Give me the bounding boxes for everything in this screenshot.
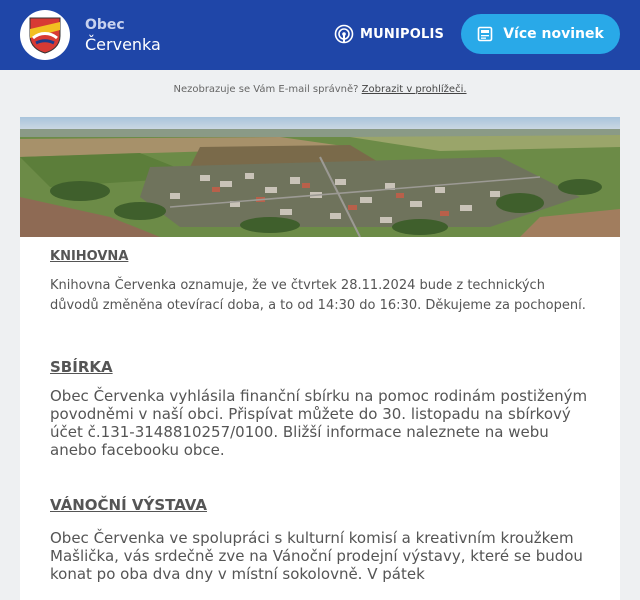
view-in-browser-notice [0, 83, 640, 97]
newsletter-card [20, 117, 620, 600]
broadcast-icon [334, 24, 354, 44]
articles [20, 248, 620, 583]
municipality-logo[interactable] [20, 10, 70, 60]
notice-text: Nezobrazuje se Vám E-mail správně? [173, 84, 359, 95]
organization-name [85, 16, 161, 56]
brand-label: MUNIPOLIS [360, 26, 445, 42]
article-title[interactable]: VÁNOČNÍ VÝSTAVA [50, 496, 208, 514]
coat-of-arms-icon [28, 16, 62, 54]
article-title[interactable]: SBÍRKA [50, 358, 113, 376]
header-bar [0, 0, 640, 70]
more-news-button[interactable] [461, 14, 620, 54]
article-body: Knihovna Červenka oznamuje, že ve čtvrtek 28.11.2024 bude z technických důvodů změněna otevírací doba, a to od 14:30 do 16:30. Děkujeme za pochopení. [50, 278, 586, 313]
article-body: Obec Červenka vyhlásila finanční sbírku na pomoc rodinám postiženým povodněmi v naší obci. Přispívat můžete do 30. listopadu na sbírkový účet č.131-3148810257/0100. Bližší informace naleznete na webu anebo facebooku obce. [50, 387, 588, 459]
munipolis-brand[interactable] [334, 24, 444, 44]
org-title: Červenka [85, 35, 161, 54]
more-news-label: Více novinek [503, 26, 604, 42]
village-aerial-photo [20, 117, 620, 237]
org-label: Obec [85, 17, 125, 33]
article-title[interactable]: KNIHOVNA [50, 249, 129, 264]
newspaper-icon [477, 26, 493, 42]
view-in-browser-link[interactable]: Zobrazit v prohlížeči. [361, 84, 467, 95]
article-body: Obec Červenka ve spolupráci s kulturní komisí a kreativním kroužkem Mašlička, vás srdečně zve na Vánoční prodejní výstavy, které se budou konat po oba dva dny v místní sokolovně. V pátek [50, 529, 583, 583]
